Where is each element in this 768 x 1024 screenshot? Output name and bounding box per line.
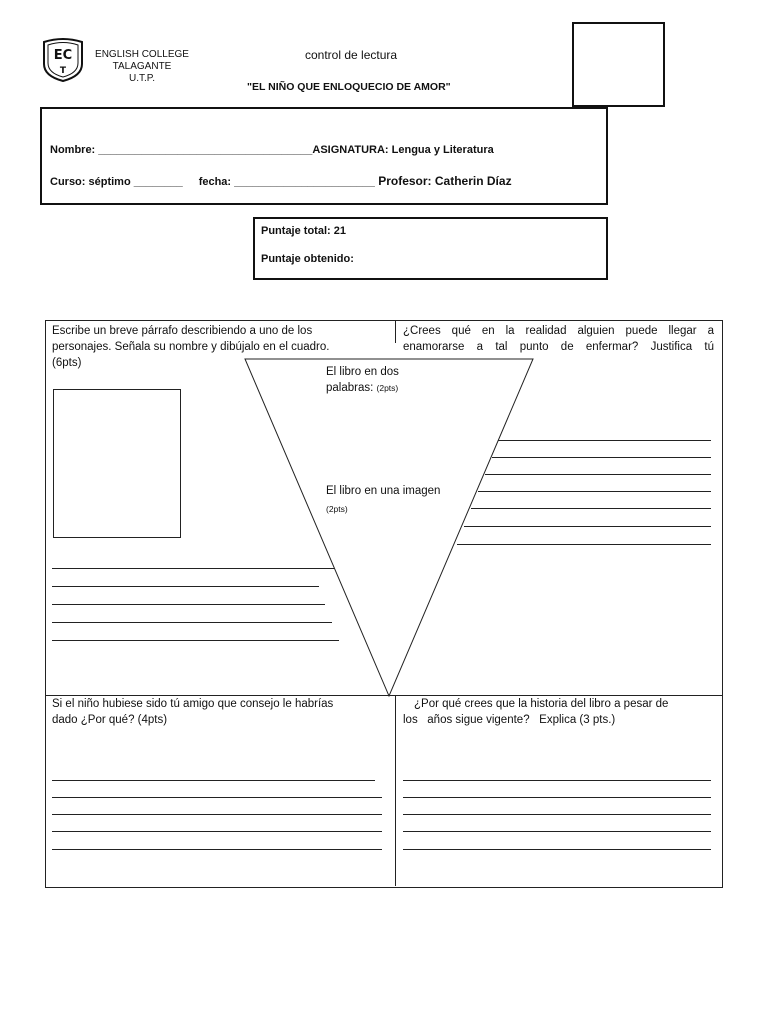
- center-triangle: [244, 358, 534, 698]
- name-label: Nombre:: [50, 144, 99, 156]
- question-2-line-2: enamorarse a tal punto de enfermar? Justifica tú: [403, 341, 714, 353]
- test-title: control de lectura: [305, 48, 398, 62]
- question-1-points: (6pts): [52, 357, 82, 369]
- answer-line[interactable]: [403, 814, 711, 815]
- answer-line[interactable]: [403, 780, 711, 781]
- school-logo: [40, 36, 86, 82]
- answer-line[interactable]: [403, 831, 711, 832]
- school-line-2: TALAGANTE: [112, 61, 172, 72]
- center-image-label: El libro en una imagen: [326, 485, 441, 497]
- student-info-box: [40, 107, 608, 205]
- question-3-line-2: dado ¿Por qué? (4pts): [52, 714, 168, 726]
- divider-bottom: [395, 695, 396, 886]
- answer-line[interactable]: [52, 849, 382, 850]
- drawing-box[interactable]: [53, 389, 181, 538]
- answer-line[interactable]: [52, 780, 375, 781]
- course-label: Curso: séptimo: [50, 176, 131, 188]
- center-words-points: (2pts): [376, 383, 399, 393]
- subject-value: Lengua y Literatura: [388, 144, 494, 156]
- svg-text:T: T: [59, 66, 67, 76]
- question-3-line-1: Si el niño hubiese sido tú amigo que consejo le habrías: [52, 698, 334, 710]
- question-4-line-2: los años sigue vigente? Explica (3 pts.): [403, 714, 616, 726]
- teacher-value: Catherin Díaz: [431, 174, 512, 188]
- book-title: "EL NIÑO QUE ENLOQUECIO DE AMOR": [247, 81, 451, 93]
- answer-line[interactable]: [403, 797, 711, 798]
- photo-box: [572, 22, 665, 107]
- date-field[interactable]: _______________________: [231, 176, 375, 188]
- answer-line[interactable]: [52, 831, 382, 832]
- date-label: fecha:: [198, 176, 232, 188]
- name-row: [50, 144, 494, 157]
- course-field[interactable]: ________: [130, 176, 183, 188]
- school-line-1: ENGLISH COLLEGE: [95, 49, 189, 60]
- question-2-line-1: ¿Crees qué en la realidad alguien puede llegar a: [403, 325, 714, 337]
- answer-line[interactable]: [52, 797, 382, 798]
- name-field[interactable]: ___________________________________: [98, 144, 313, 156]
- score-total: Puntaje total: 21: [261, 225, 346, 237]
- score-obtained: Puntaje obtenido:: [261, 253, 354, 265]
- question-4-line-1: ¿Por qué crees que la historia del libro a pesar de: [414, 698, 669, 710]
- center-image-prompt: [326, 483, 440, 517]
- svg-text:EC: EC: [53, 48, 73, 63]
- question-1-line-2: personajes. Señala su nombre y dibújalo en el cuadro.: [52, 341, 330, 353]
- center-image-points: (2pts): [326, 504, 348, 514]
- question-1-line-1: Escribe un breve párrafo describiendo a uno de los: [52, 325, 313, 337]
- teacher-label: Profesor:: [374, 174, 432, 188]
- center-words-line-2: palabras: (2pts): [326, 382, 399, 394]
- question-2: [403, 323, 714, 355]
- question-4: [403, 696, 668, 728]
- course-row: [50, 175, 512, 189]
- answer-line[interactable]: [403, 849, 711, 850]
- question-3: [52, 696, 333, 728]
- answer-line[interactable]: [52, 814, 382, 815]
- school-name: [92, 49, 192, 85]
- subject-label: ASIGNATURA:: [312, 144, 389, 156]
- school-line-3: U.T.P.: [129, 73, 155, 84]
- score-box: [253, 217, 608, 280]
- center-words-prompt: [326, 364, 399, 396]
- center-words-line-1: El libro en dos: [326, 366, 399, 378]
- divider-top: [395, 321, 396, 343]
